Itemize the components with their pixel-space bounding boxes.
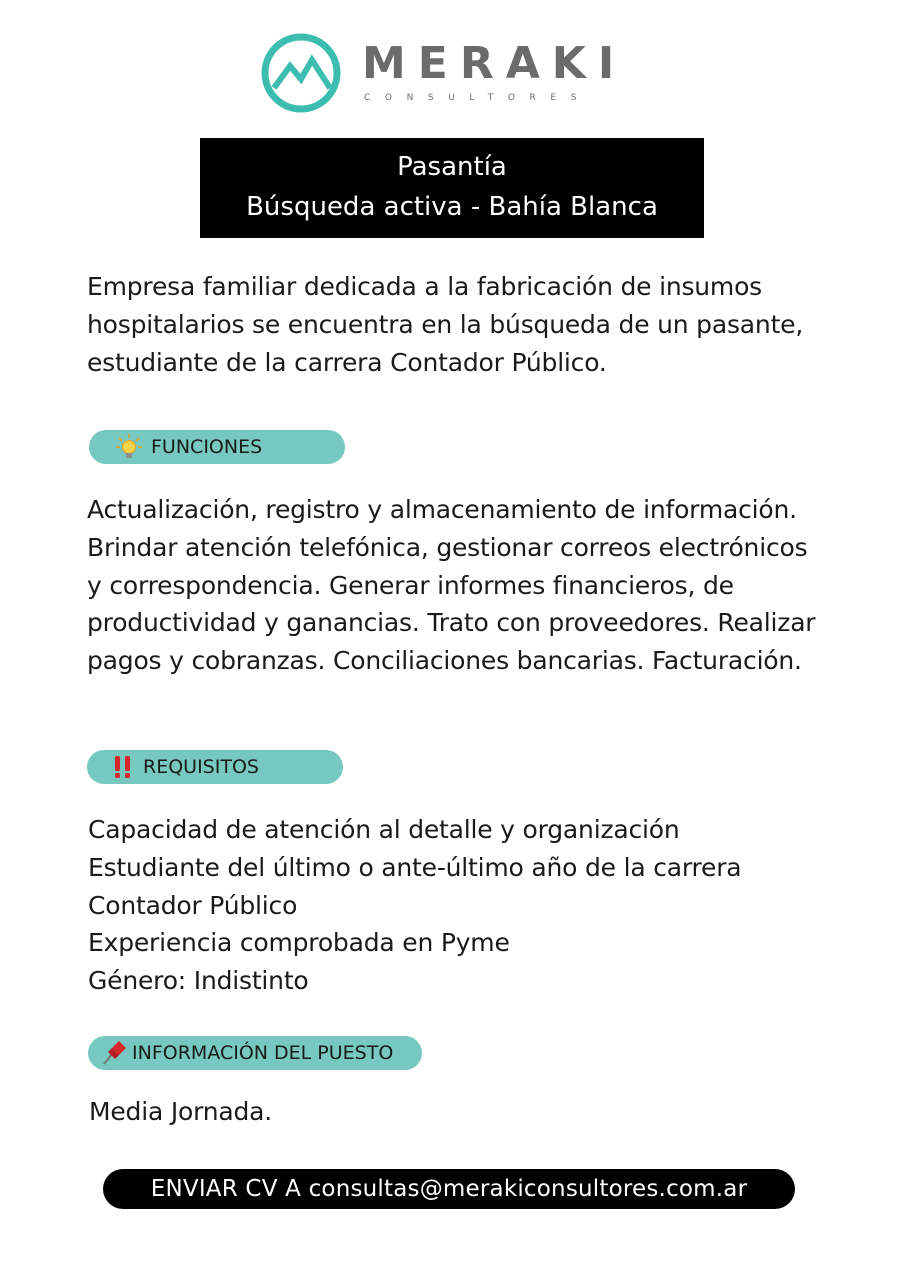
send-cv-banner <box>103 1169 795 1209</box>
section-badge-funciones <box>89 430 345 464</box>
brand-tagline: CONSULTORES <box>364 93 592 103</box>
mountain-logo-icon <box>260 32 342 114</box>
title-banner <box>200 138 704 238</box>
section-badge-requisitos <box>87 750 343 784</box>
requisitos-list <box>88 811 818 1000</box>
list-item: Género: Indistinto <box>88 966 309 996</box>
pushpin-icon <box>100 1039 128 1067</box>
list-item: Contador Público <box>88 890 298 920</box>
double-exclamation-icon <box>111 753 135 781</box>
send-cv-label: ENVIAR CV A consultas@merakiconsultores.com.ar <box>150 1176 748 1202</box>
section-badge-informacion <box>88 1036 422 1070</box>
list-item: Estudiante del último o ante-último año de la carrera <box>88 852 742 882</box>
lightbulb-icon <box>115 433 143 461</box>
funciones-text: Actualización, registro y almacenamiento de información. Brindar atención telefónica, gestionar correos electrónicos y correspondencia. Generar informes financieros, de productividad y ganancias. Trato con proveedores. Realizar pagos y cobranzas. Conciliaciones bancarias. Facturación. <box>87 495 816 676</box>
informacion-text: Media Jornada. <box>89 1097 273 1126</box>
intro-paragraph: Empresa familiar dedicada a la fabricación de insumos hospitalarios se encuentra en la búsqueda de un pasante, estudiante de la carrera Contador Público. <box>87 272 804 377</box>
section-label-funciones: FUNCIONES <box>151 436 263 458</box>
title-line-1: Pasantía <box>397 152 507 182</box>
brand-name: MERAKI <box>362 38 627 89</box>
list-item: Experiencia comprobada en Pyme <box>88 928 510 958</box>
list-item: Capacidad de atención al detalle y organización <box>88 815 680 844</box>
section-label-requisitos: REQUISITOS <box>143 756 259 778</box>
section-label-informacion: INFORMACIÓN DEL PUESTO <box>132 1042 394 1064</box>
title-line-2: Búsqueda activa - Bahía Blanca <box>246 192 658 222</box>
company-logo <box>260 32 627 114</box>
